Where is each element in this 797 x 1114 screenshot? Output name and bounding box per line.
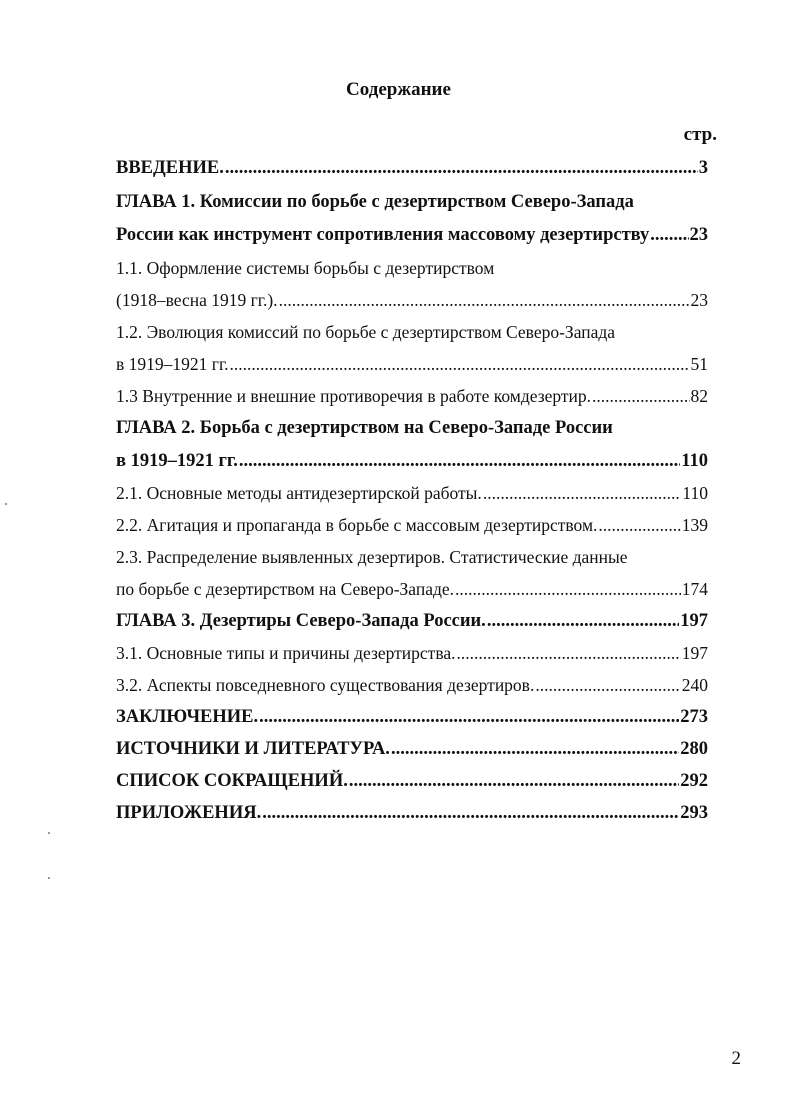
toc-page-number: 174 [681, 579, 708, 599]
toc-chapter-2-line1: ГЛАВА 2. Борьба с дезертирством на Северо-Западе России [116, 418, 613, 438]
dot-leader [650, 223, 688, 247]
toc-entry-title: 2.1. Основные методы антидезертирской работы. [116, 483, 482, 503]
toc-entry-chapter-3 [116, 609, 708, 633]
toc-page-number: 3 [698, 158, 708, 178]
dot-leader [391, 737, 679, 761]
dot-leader [259, 705, 679, 729]
toc-entry-title: по борьбе с дезертирством на Северо-Западе. [116, 579, 455, 599]
toc-entry-title: 1.3 Внутренние и внешние противоречия в работе комдезертир. [116, 386, 592, 406]
toc-entry-appendices [116, 801, 708, 825]
toc-page-number: 197 [681, 643, 708, 663]
dot-leader [592, 384, 689, 408]
toc-entry-title: ИСТОЧНИКИ И ЛИТЕРАТУРА. [116, 739, 390, 759]
toc-chapter-1-line1: ГЛАВА 1. Комиссии по борьбе с дезертирством Северо-Запада [116, 192, 634, 212]
toc-entry-conclusion [116, 705, 708, 729]
toc-section-1-2-line1: 1.2. Эволюция комиссий по борьбе с дезертирством Северо-Запада [116, 322, 616, 342]
dot-leader [239, 449, 680, 473]
toc-entry-section-3-1 [116, 641, 708, 665]
toc-page-number: 240 [681, 675, 708, 695]
toc-page-number: 23 [690, 290, 708, 310]
toc-entry-title: 3.1. Основные типы и причины дезертирства. [116, 643, 456, 663]
dot-leader [225, 156, 698, 180]
toc-entry-section-2-3 [116, 577, 708, 601]
toc-entry-sources [116, 737, 708, 761]
toc-page-number: 280 [680, 739, 708, 759]
dot-leader [279, 288, 690, 312]
toc-entry-title: (1918–весна 1919 гг.). [116, 290, 278, 310]
toc-section-2-3-line1: 2.3. Распределение выявленных дезертиров. Статистические данные [116, 547, 628, 567]
toc-page-number: 293 [680, 803, 708, 823]
toc-page-number: 139 [681, 515, 708, 535]
toc-entry-abbreviations [116, 769, 708, 793]
toc-page-number: 23 [689, 225, 708, 245]
toc-entry-title: ЗАКЛЮЧЕНИЕ. [116, 707, 259, 727]
toc-entry-title: ВВЕДЕНИЕ. [116, 158, 224, 178]
toc-page-number: 82 [690, 386, 708, 406]
toc-page-number: 273 [680, 707, 708, 727]
page-column-label: стр. [683, 124, 717, 145]
toc-page-number: 292 [680, 771, 708, 791]
toc-entry-title: России как инструмент сопротивления массовому дезертирству [116, 225, 650, 245]
dot-leader [487, 609, 679, 633]
toc-entry-chapter-1 [116, 223, 708, 247]
toc-entry-title: в 1919–1921 гг. [116, 451, 238, 471]
dot-leader [457, 641, 681, 665]
page-title: Содержание [346, 79, 451, 100]
toc-entry-title: в 1919–1921 гг. [116, 354, 229, 374]
toc-page-number: 110 [681, 451, 708, 471]
dot-leader [230, 352, 690, 376]
dot-leader [483, 481, 682, 505]
toc-page-number: 197 [680, 611, 708, 631]
toc-entry-chapter-2 [116, 449, 708, 473]
scan-speck [5, 503, 7, 505]
toc-entry-section-1-1 [116, 288, 708, 312]
toc-entry-title: ГЛАВА 3. Дезертиры Северо-Запада России. [116, 611, 486, 631]
dot-leader [349, 769, 679, 793]
toc-section-1-1-line1: 1.1. Оформление системы борьбы с дезертирством [116, 258, 495, 278]
dot-leader [598, 513, 680, 537]
toc-entry-title: 3.2. Аспекты повседневного существования дезертиров. [116, 675, 535, 695]
toc-entry-title: СПИСОК СОКРАЩЕНИЙ. [116, 771, 348, 791]
page-number: 2 [731, 1048, 741, 1069]
scan-speck [48, 832, 50, 834]
scan-speck [48, 877, 50, 879]
toc-page-number: 51 [690, 354, 708, 374]
toc-entry-section-3-2 [116, 673, 708, 697]
toc-entry-title: ПРИЛОЖЕНИЯ. [116, 803, 262, 823]
toc-entry-title: 2.2. Агитация и пропаганда в борьбе с массовым дезертирством. [116, 515, 598, 535]
toc-entry-section-1-2 [116, 352, 708, 376]
dot-leader [535, 673, 680, 697]
toc-entry-section-1-3 [116, 384, 708, 408]
toc-entry-introduction [116, 156, 708, 180]
toc-entry-section-2-1 [116, 481, 708, 505]
toc-page-number: 110 [682, 483, 708, 503]
dot-leader [455, 577, 681, 601]
dot-leader [262, 801, 679, 825]
toc-entry-section-2-2 [116, 513, 708, 537]
